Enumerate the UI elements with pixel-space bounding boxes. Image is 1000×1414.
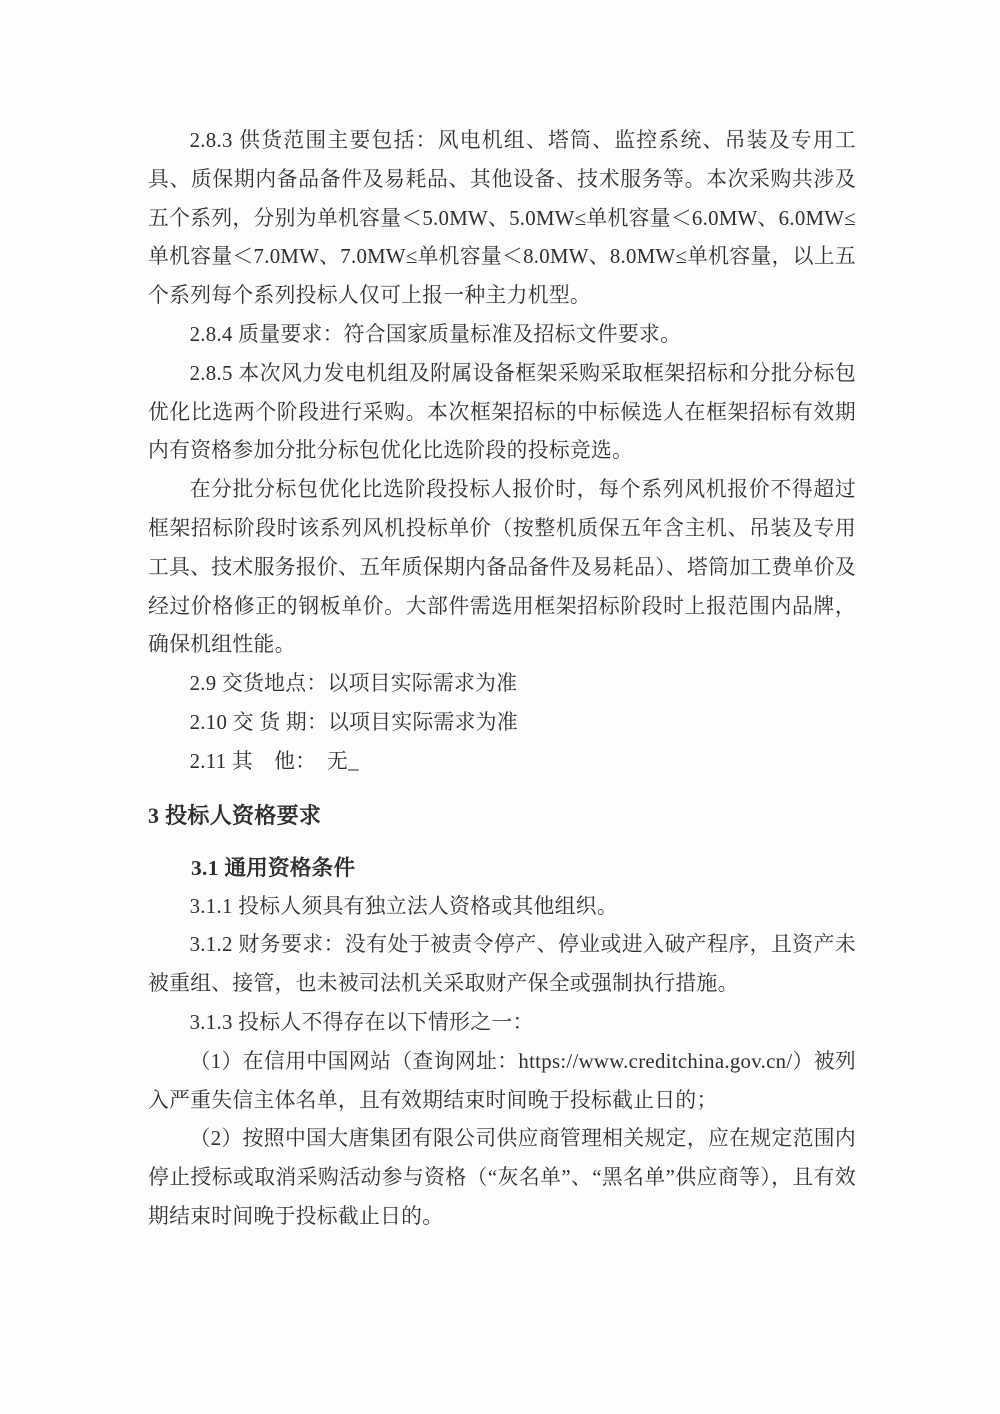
para-3-1-1: 3.1.1 投标人须具有独立法人资格或其他组织。: [189, 894, 618, 918]
para-2-11-other: 2.11 其 他： 无_: [189, 749, 359, 773]
para-3-1-3-item-1-creditchina: （1）在信用中国网站（查询网址：https://www.creditchina.gov.cn/）被列入严重失信主体名单，且有效期结束时间晚于投标截止日的；: [148, 1049, 856, 1112]
para-2-8-5-continued: 在分批分标包优化比选阶段投标人报价时，每个系列风机报价不得超过框架招标阶段时该系列风机投标单价（按整机质保五年含主机、吊装及专用工具、技术服务报价、五年质保期内备品备件及易耗品）、塔筒加工费单价及经过价格修正的钢板单价。大部件需选用框架招标阶段时上报范围内品牌，确保机组性能。: [148, 478, 856, 657]
heading-section-3-bidder-qualification: 3 投标人资格要求: [148, 802, 322, 828]
heading-3-1-general-qualification: 3.1 通用资格条件: [191, 855, 356, 880]
para-3-1-2-financial: 3.1.2 财务要求：没有处于被责令停产、停业或进入破产程序，且资产未被重组、接管，也未被司法机关采取财产保全或强制执行措施。: [148, 933, 856, 996]
document-content: [148, 122, 856, 1237]
para-2-9-delivery-place: 2.9 交货地点：以项目实际需求为准: [189, 672, 518, 696]
para-2-8-5: 2.8.5 本次风力发电机组及附属设备框架采购采取框架招标和分批分标包优化比选两个阶段进行采购。本次框架招标的中标候选人在框架招标有效期内有资格参加分批分标包优化比选阶段的投标竞选。: [148, 361, 856, 463]
para-2-8-4: 2.8.4 质量要求：符合国家质量标准及招标文件要求。: [189, 322, 682, 346]
para-3-1-3-item-2-datang-supplier: （2）按照中国大唐集团有限公司供应商管理相关规定，应在规定范围内停止授标或取消采购活动参与资格（“灰名单”、“黑名单”供应商等），且有效期结束时间晚于投标截止日的。: [148, 1127, 856, 1228]
para-2-8-3: 2.8.3 供货范围主要包括：风电机组、塔筒、监控系统、吊装及专用工具、质保期内备品备件及易耗品、其他设备、技术服务等。本次采购共涉及五个系列，分别为单机容量＜5.0MW、5.0MW≤单机容量＜6.0MW、6.0MW≤单机容量＜7.0MW、7.0MW≤单机容量＜8.0MW、8.0MW≤单机容量，以上五个系列每个系列投标人仅可上报一种主力机型。: [148, 129, 856, 308]
para-2-10-delivery-period: 2.10 交 货 期：以项目实际需求为准: [189, 710, 518, 734]
para-3-1-3: 3.1.3 投标人不得存在以下情形之一：: [189, 1010, 534, 1034]
